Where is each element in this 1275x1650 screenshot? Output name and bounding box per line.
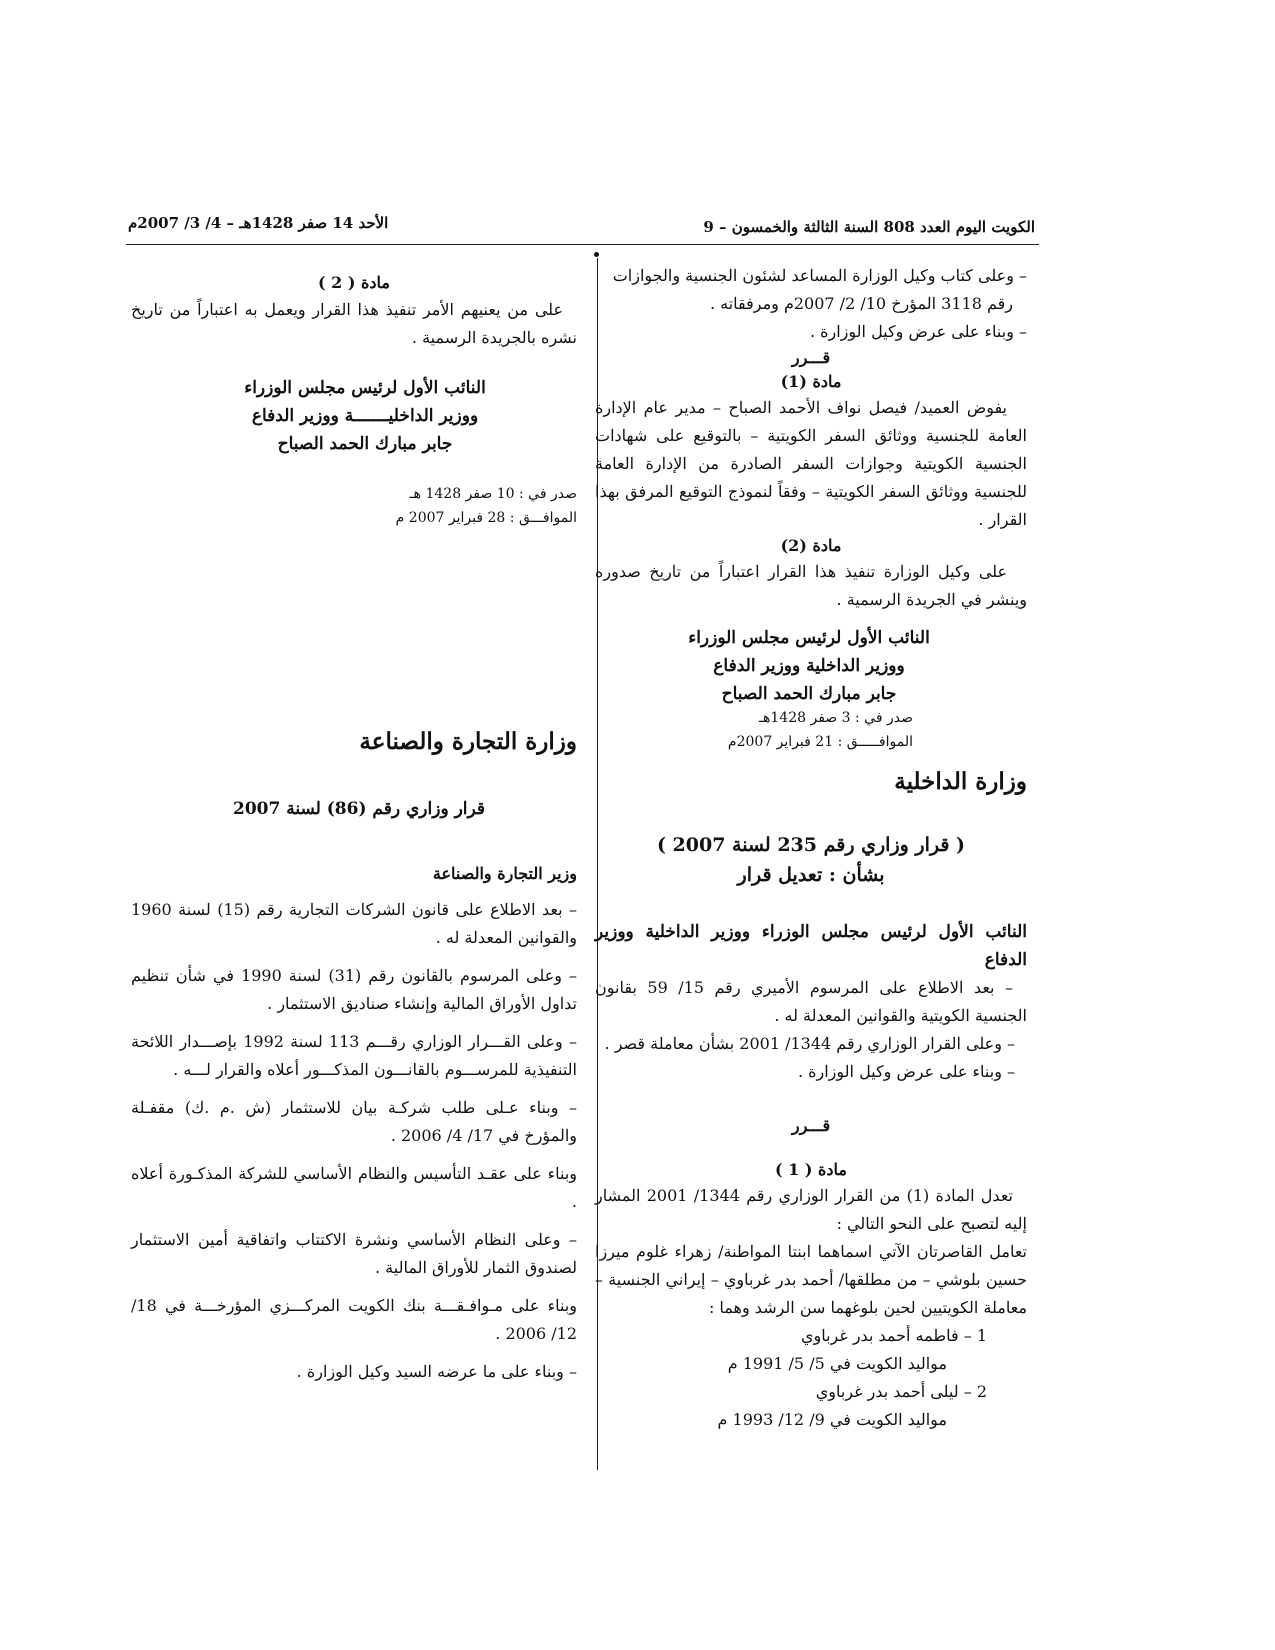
article-1-body: تعامل القاصرتان الآتي اسماهما ابنتا المواطنة/ زهراء غلوم ميرزا حسين بلوشي – من مطلقها/ أحمد بدر غرباوي – إيراني الجنسية – معاملة الكويتيين لحين بلوغهما سن الرشد وهما : bbox=[595, 1242, 1027, 1317]
decided-heading: قـــرر bbox=[791, 1116, 831, 1135]
ministry-heading: وزارة التجارة والصناعة bbox=[359, 728, 577, 755]
preamble-item: – وبناء على ما عرضه السيد وكيل الوزارة . bbox=[296, 1362, 577, 1381]
left-column-top bbox=[131, 270, 577, 352]
signature-line: النائب الأول لرئيس مجلس الوزراء bbox=[688, 628, 930, 648]
page-header-left: الأحد 14 صفر 1428هـ – 4/ 3/ 2007م bbox=[128, 214, 389, 232]
article-2-text: على من يعنيهم الأمر تنفيذ هذا القرار ويعمل به اعتباراً من تاريخ نشره بالجريدة الرسمية . bbox=[131, 300, 577, 347]
decision-title: ( قرار وزاري رقم 235 لسنة 2007 ) bbox=[656, 834, 966, 856]
page-header-right: الكويت اليوم العدد 808 السنة الثالثة والخمسون – 9 bbox=[703, 218, 1035, 236]
preamble-item: – بعد الاطلاع على قانون الشركات التجارية رقم (15) لسنة 1960 والقوانين المعدلة له . bbox=[131, 900, 578, 947]
issued-equivalent: الموافـــــق : 21 فبراير 2007م bbox=[727, 734, 913, 750]
intro-line: رقم 3118 المؤرخ 10/ 2/ 2007م ومرفقاته . bbox=[709, 294, 1013, 313]
preamble-line: – وبناء على عرض وكيل الوزارة . bbox=[797, 1062, 1015, 1081]
article-1-title: مادة ( 1 ) bbox=[775, 1160, 847, 1179]
preamble-line: – وعلى القرار الوزاري رقم 1344/ 2001 بشأن معاملة قصر . bbox=[604, 1034, 1015, 1053]
ministry-interior-section bbox=[595, 768, 1027, 796]
person-name: 2 – ليلى أحمد بدر غرباوي bbox=[815, 1382, 987, 1401]
left-issued-block bbox=[377, 482, 577, 530]
right-issued-block bbox=[713, 706, 913, 754]
ministry-commerce-section bbox=[131, 728, 577, 756]
signature-line: ووزير الداخلية ووزير الدفاع bbox=[713, 656, 905, 676]
preamble-item: – وعلى القـــرار الوزاري رقـــم 113 لسنة 1992 بإصـــدار اللائحة التنفيذية للمرســـوم بالقانـــون المذكـــور أعلاه والقرار لـــه . bbox=[131, 1032, 577, 1079]
article-1-text: تعدل المادة (1) من القرار الوزاري رقم 1344/ 2001 المشار إليه لتصبح على النحو التالي : bbox=[595, 1186, 1027, 1233]
decision-235-heading bbox=[595, 830, 1027, 890]
intro-line: – وعلى كتاب وكيل الوزارة المساعد لشئون الجنسية والجوازات bbox=[612, 266, 1027, 285]
minister-title: وزير التجارة والصناعة bbox=[432, 864, 577, 883]
left-signature-block bbox=[215, 374, 515, 458]
person-name: 1 – فاطمه أحمد بدر غرباوي bbox=[800, 1326, 987, 1345]
intro-line: – وبناء على عرض وكيل الوزارة . bbox=[809, 322, 1027, 341]
decision-86-body bbox=[131, 860, 577, 1386]
issued-equivalent: الموافـــق : 28 فبراير 2007 م bbox=[395, 510, 577, 526]
ministry-heading: وزارة الداخلية bbox=[894, 768, 1027, 795]
preamble-item: – وعلى النظام الأساسي ونشرة الاكتتاب واتفاقية أمين الاستثمار لصندوق الثمار للأوراق المالية . bbox=[131, 1230, 577, 1277]
signature-line: ووزير الداخليـــــــة ووزير الدفاع bbox=[251, 406, 479, 426]
article-1-text: يفوض العميد/ فيصل نواف الأحمد الصباح – مدير عام الإدارة العامة للجنسية ووثائق السفر الكويتية – بالتوقيع على شهادات الجنسية الكويتية وجوازات السفر الصادرة من الإدارة العامة للجنسية ووثائق السفر الكويتية – وفقاً لنموذج التوقيع المرفق بهذا القرار . bbox=[595, 398, 1027, 529]
issued-date: صدر في : 10 صفر 1428 هـ bbox=[409, 486, 577, 502]
decision-subject: بشأن : تعديل قرار bbox=[737, 864, 885, 886]
preamble-title: النائب الأول لرئيس مجلس الوزراء ووزير الداخلية ووزير الدفاع bbox=[595, 922, 1027, 970]
article-2-text: على وكيل الوزارة تنفيذ هذا القرار اعتباراً من تاريخ صدوره وينشر في الجريدة الرسمية . bbox=[595, 562, 1027, 609]
header-rule bbox=[126, 244, 1039, 245]
person-birth: مواليد الكويت في 9/ 12/ 1993 م bbox=[717, 1410, 947, 1429]
signature-line: النائب الأول لرئيس مجلس الوزراء bbox=[244, 378, 486, 398]
article-1-title: مادة (1) bbox=[780, 372, 842, 391]
signature-name: جابر مبارك الحمد الصباح bbox=[277, 434, 453, 454]
column-top-dot bbox=[594, 252, 599, 257]
preamble-item: وبناء على عقـد التأسيس والنظام الأساسي للشركة المذكـورة أعلاه . bbox=[131, 1164, 577, 1211]
preamble-item: – وبناء عـلى طلب شركـة بيان للاستثمار (ش .م .ك) مقفـلة والمؤرخ في 17/ 4/ 2006 . bbox=[131, 1098, 577, 1145]
decision-235-body bbox=[595, 918, 1027, 1434]
person-birth: مواليد الكويت في 5/ 5/ 1991 م bbox=[727, 1354, 947, 1373]
signature-name: جابر مبارك الحمد الصباح bbox=[721, 684, 897, 704]
decided-heading: قـــرر bbox=[791, 348, 831, 367]
article-2-title: مادة (2) bbox=[780, 536, 842, 555]
decision-title: قرار وزاري رقم (86) لسنة 2007 bbox=[232, 799, 486, 819]
preamble-item: – وعلى المرسوم بالقانون رقم (31) لسنة 1990 في شأن تنظيم تداول الأوراق المالية وإنشاء صناديق الاستثمار . bbox=[131, 966, 578, 1013]
article-2-title: مادة ( 2 ) bbox=[318, 273, 390, 292]
preamble-line: – بعد الاطلاع على المرسوم الأميري رقم 15/ 59 بقانون الجنسية الكويتية والقوانين المعدلة له . bbox=[595, 978, 1027, 1025]
issued-date: صدر في : 3 صفر 1428هـ bbox=[758, 710, 913, 726]
right-column bbox=[595, 262, 1027, 614]
preamble-item: وبناء على مـوافـقـــة بنك الكويت المركـــزي المؤرخـــة في 18/ 12/ 2006 . bbox=[131, 1296, 577, 1343]
right-signature-block bbox=[659, 624, 959, 708]
decision-86-heading bbox=[159, 794, 559, 824]
